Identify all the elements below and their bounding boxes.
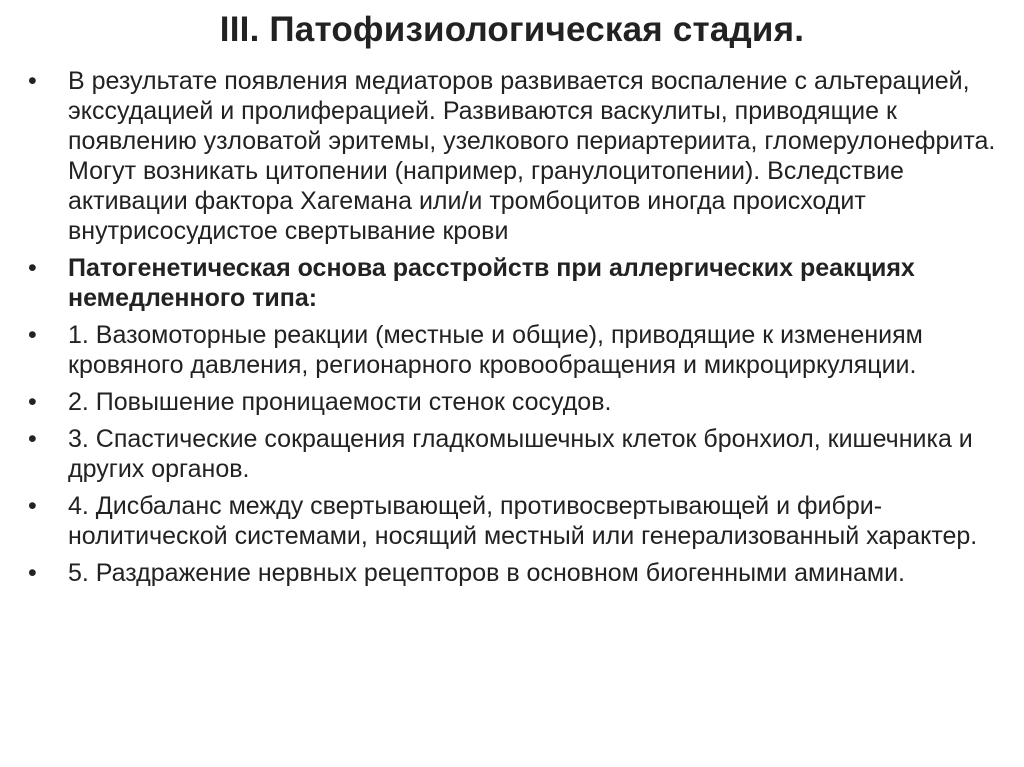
bullet-text: В результате появления медиаторов развивается воспаление с альтерацией, экссудацией и пролиферацией. Развиваются васкулиты, приводящие к появлению узловатой эритемы, узелкового периартериита, гломерулонефрита. Могут возникать цитопении (например, гранулоцитопении). Вследствие активации фактора Хагемана или/и тромбоцитов иногда происходит внутрисосудистое свертывание крови xyxy=(68,67,996,245)
bullet-dot-icon: • xyxy=(28,559,37,587)
bullet-dot-icon: • xyxy=(28,388,37,416)
bullet-item xyxy=(28,558,1003,588)
bullet-dot-icon: • xyxy=(28,254,37,282)
bullet-text: 1. Вазомоторные реакции (местные и общие), приводящие к изменениям кровяного давления, регионарного кровообращения и микроциркуляции. xyxy=(68,321,923,379)
bullet-item xyxy=(28,491,1003,551)
bullet-text: 4. Дисбаланс между свертывающей, противосвертывающей и фибри-нолитической системами, носящий местный или генерализованный характер. xyxy=(68,492,978,550)
bullet-item xyxy=(28,66,1003,246)
bullet-item xyxy=(28,320,1003,380)
bullet-text: 3. Спастические сокращения гладкомышечных клеток бронхиол, кишечника и других органов. xyxy=(68,425,973,483)
bullet-text: 5. Раздражение нервных рецепторов в основном биогенными аминами. xyxy=(68,559,905,587)
bullet-item xyxy=(28,387,1003,417)
bullet-dot-icon: • xyxy=(28,321,37,349)
bullet-text: Патогенетическая основа расстройств при аллергических реакциях немедленного типа: xyxy=(68,254,915,312)
slide-title: III. Патофизиологическая стадия. xyxy=(219,10,805,49)
bullet-dot-icon: • xyxy=(28,67,37,95)
bullet-list xyxy=(28,66,1003,595)
bullet-item xyxy=(28,424,1003,484)
bullet-text: 2. Повышение проницаемости стенок сосудов. xyxy=(68,388,612,416)
bullet-dot-icon: • xyxy=(28,425,37,453)
bullet-item xyxy=(28,253,1003,313)
bullet-dot-icon: • xyxy=(28,492,37,520)
